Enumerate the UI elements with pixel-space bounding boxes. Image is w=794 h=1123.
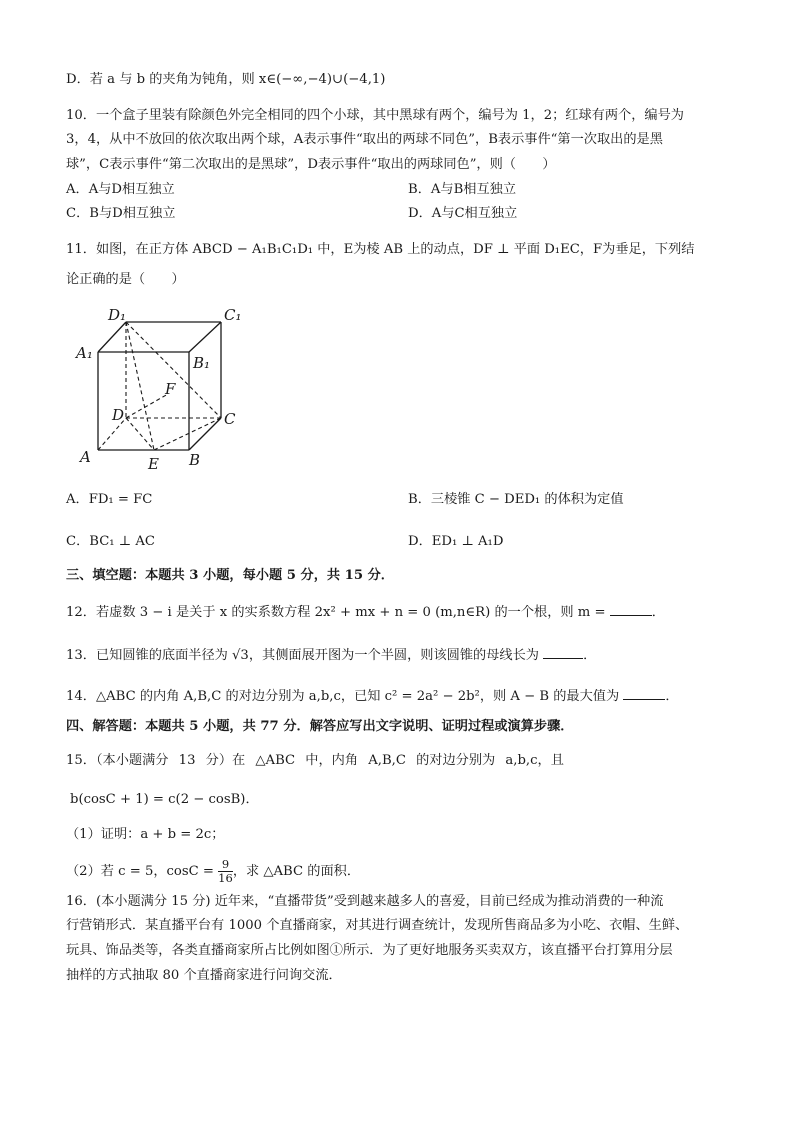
q11-stem-line1: 11．如图，在正方体 ABCD − A₁B₁C₁D₁ 中，E为棱 AB 上的动点，DF ⊥ 平面 D₁EC，F为垂足，下列结 (66, 242, 695, 257)
q14-end: ． (665, 689, 679, 704)
q13-text: 13．已知圆锥的底面半径为 √3，其侧面展开图为一个半圆，则该圆锥的母线长为 (66, 648, 539, 663)
q15-fraction-denominator: 16 (218, 871, 233, 885)
q13-end: ． (583, 648, 597, 663)
edge-a1d1 (98, 322, 126, 352)
label-c1: C₁ (224, 306, 242, 324)
q14-line (66, 685, 679, 707)
label-a1: A₁ (76, 344, 93, 362)
q15-part2-suffix: ，求 △ABC 的面积． (232, 864, 361, 879)
q10-stem-line1: 10．一个盒子里装有除颜色外完全相同的四个小球，其中黑球有两个，编号为 1，2；红球有两个，编号为 (66, 108, 684, 123)
q10-option-d: D．A与C相互独立 (408, 206, 518, 221)
q15-fraction (218, 858, 233, 885)
q12-answer-blank[interactable] (610, 601, 652, 616)
q16-line3: 玩具、饰品类等，各类直播商家所占比例如图①所示．为了更好地服务买卖双方，该直播平台打算用分层 (66, 943, 673, 958)
q15-part1: （1）证明：a + b = 2c； (66, 827, 225, 842)
line-df (126, 394, 168, 418)
label-b: B (189, 451, 201, 469)
line-de (126, 418, 154, 450)
q16-line2: 行营销形式．某直播平台有 1000 个直播商家，对其进行调查统计，发现所售商品多为小吃、衣帽、生鲜、 (66, 918, 689, 933)
q15-fraction-numerator: 9 (218, 858, 233, 872)
q10-option-a: A．A与D相互独立 (66, 182, 175, 197)
label-f: F (165, 380, 176, 398)
q14-text: 14．△ABC 的内角 A,B,C 的对边分别为 a,b,c，已知 c² = 2a² − 2b²，则 A − B 的最大值为 (66, 689, 620, 704)
q11-option-c: C．BC₁ ⊥ AC (66, 534, 155, 549)
q12-end: ． (651, 605, 665, 620)
q12-text: 12．若虚数 3 − i 是关于 x 的实系数方程 2x² + mx + n = 0 (m,n∈R) 的一个根，则 m = (66, 605, 606, 620)
label-b1: B₁ (193, 354, 211, 372)
q16-line1: 16．(本小题满分 15 分) 近年来，“直播带货”受到越来越多人的喜爱，目前已经成为推动消费的一种流 (66, 894, 664, 909)
line-d1e (126, 322, 154, 450)
label-c: C (224, 410, 236, 428)
q10-option-b: B．A与B相互独立 (408, 182, 517, 197)
q11-stem-line2: 论正确的是（ ） (66, 272, 185, 287)
q15-part2 (66, 858, 360, 885)
q11-option-a: A．FD₁ = FC (66, 492, 153, 507)
q16-line4: 抽样的方式抽取 80 个直播商家进行问询交流． (66, 968, 342, 983)
q11-option-d: D．ED₁ ⊥ A₁D (408, 534, 504, 549)
q15-stem-line1: 15．（本小题满分 13 分）在 △ABC 中，内角 A,B,C 的对边分别为 a,b,c，且 (66, 753, 564, 768)
label-d: D (112, 406, 125, 424)
section4-title: 四、解答题：本题共 5 小题，共 77 分．解答应写出文字说明、证明过程或演算步骤． (66, 719, 574, 734)
edge-b1c1 (189, 322, 221, 352)
q11-option-b: B．三棱锥 C − DED₁ 的体积为定值 (408, 492, 624, 507)
cube-figure (72, 302, 252, 472)
edge-bc (189, 418, 221, 450)
q15-part2-prefix: （2）若 c = 5，cosC = (66, 864, 214, 879)
label-e: E (148, 455, 159, 472)
q14-answer-blank[interactable] (623, 685, 665, 700)
q9-option-d: D．若 a 与 b 的夹角为钝角，则 x∈(−∞,−4)∪(−4,1) (66, 72, 386, 87)
q13-answer-blank[interactable] (543, 644, 583, 659)
q15-stem-line2: b(cosC + 1) = c(2 − cosB)． (70, 792, 259, 807)
label-a: A (80, 448, 91, 466)
q10-stem-line3: 球”，C表示事件“第二次取出的是黑球”，D表示事件“取出的两球同色”，则（ ） (66, 157, 556, 172)
section3-title: 三、填空题：本题共 3 小题，每小题 5 分，共 15 分． (66, 568, 394, 583)
q13-line (66, 644, 596, 666)
label-d1: D₁ (108, 306, 127, 324)
q12-line (66, 601, 665, 623)
q10-option-c: C．B与D相互独立 (66, 206, 176, 221)
line-ec (154, 418, 221, 450)
q10-stem-line2: 3，4，从中不放回的依次取出两个球，A表示事件“取出的两球不同色”，B表示事件“第一次取出的是黑 (66, 132, 663, 147)
